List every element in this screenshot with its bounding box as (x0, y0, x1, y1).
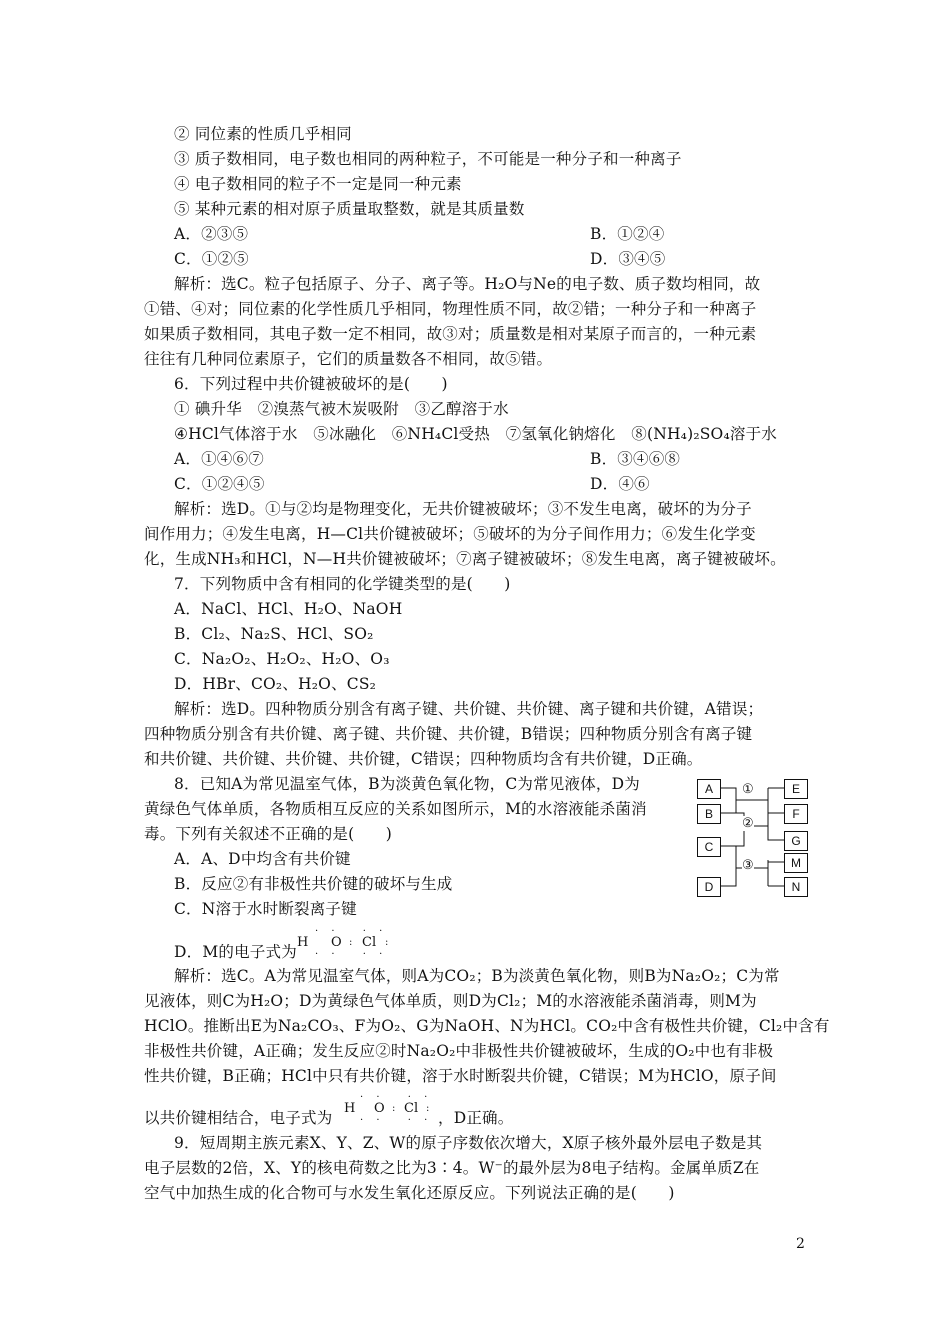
q5-option-b: B．①②④ (590, 225, 665, 243)
atom-h: H (297, 935, 309, 950)
diagram-box-e: E (784, 779, 808, 799)
q5-analysis-line: 解析：选C。粒子包括原子、分子、离子等。H₂O与Ne的电子数、质子数均相同，故 (174, 275, 761, 293)
q7-option-d: D．HBr、CO₂、H₂O、CS₂ (174, 675, 377, 693)
q7-analysis-line: 四种物质分别含有共价键、离子键、共价键、共价键，B错误；四种物质分别含有离子键 (144, 725, 753, 743)
diagram-box-b: B (697, 804, 721, 824)
q7-stem: 7．下列物质中含有相同的化学键类型的是( ) (174, 575, 511, 593)
q6-option-d: D．④⑥ (590, 475, 650, 493)
electron-dots-mid: : (392, 1103, 401, 1114)
statement-3: ③ 质子数相同，电子数也相同的两种粒子，不可能是一种分子和一种离子 (174, 150, 682, 168)
reaction-label-3: ③ (742, 858, 754, 873)
q8-analysis-line: HClO。推断出E为Na₂CO₃、F为O₂、G为NaOH、N为HCl。CO₂中含有极性共价键，Cl₂中含有 (144, 1017, 830, 1035)
q8-option-c: C．N溶于水时断裂离子键 (174, 900, 357, 918)
q8-stem-line: 毒。下列有关叙述不正确的是( ) (144, 825, 392, 843)
atom-o: O (331, 935, 342, 950)
q5-analysis-line: 如果质子数相同，其电子数一定不相同，故③对；质量数是相对某原子而言的，一种元素 (144, 325, 757, 343)
q8-analysis-end-pre: 以共价键相结合，电子式为 (144, 1109, 333, 1127)
q8-analysis-line: 解析：选C。A为常见温室气体，则A为CO₂；B为淡黄色氧化物，则B为Na₂O₂；C为常 (174, 967, 780, 985)
q6-option-a: A．①④⑥⑦ (174, 450, 264, 468)
q6-items-2: ④HCl气体溶于水 ⑤冰融化 ⑥NH₄Cl受热 ⑦氢氧化钠熔化 ⑧(NH₄)₂SO₄溶于水 (174, 425, 777, 443)
q5-analysis-line: 往往有几种同位素原子，它们的质量数各不相同，故⑤错。 (144, 350, 553, 368)
q8-analysis-line: 性共价键，B正确；HCl中只有共价键，溶于水时断裂共价键，C错误；M为HClO，原子间 (144, 1067, 777, 1085)
q8-option-b: B．反应②有非极性共价键的破坏与生成 (174, 875, 453, 893)
electron-dots-right: : (385, 937, 394, 948)
electron-dots-top: · · · · (315, 926, 388, 937)
electron-dots-top: · · · · (360, 1092, 433, 1103)
electron-dots-mid: : (349, 937, 358, 948)
electron-dots-right: : (426, 1103, 435, 1114)
atom-h: H (344, 1101, 356, 1116)
diagram-box-c: C (697, 837, 721, 857)
atom-o: O (374, 1101, 385, 1116)
q9-stem-line: 电子层数的2倍，X、Y的核电荷数之比为3∶4。W⁻的最外层为8电子结构。金属单质Z在 (144, 1159, 760, 1177)
q7-analysis-line: 和共价键、共价键、共价键、共价键，C错误；四种物质均含有共价键，D正确。 (144, 750, 703, 768)
q5-option-d: D．③④⑤ (590, 250, 666, 268)
page-number: 2 (796, 1236, 805, 1252)
q9-stem-line: 空气中加热生成的化合物可与水发生氧化还原反应。下列说法正确的是( ) (144, 1184, 675, 1202)
q8-option-d: D．M的电子式为 (174, 943, 297, 961)
q8-analysis-line: 非极性共价键，A正确；发生反应②时Na₂O₂中非极性共价键被破坏，生成的O₂中也有非极 (144, 1042, 774, 1060)
q6-stem: 6．下列过程中共价键被破坏的是( ) (174, 375, 448, 393)
diagram-box-f: F (784, 804, 808, 824)
q6-option-b: B．③④⑥⑧ (590, 450, 681, 468)
q5-option-c: C．①②⑤ (174, 250, 249, 268)
q7-option-a: A．NaCl、HCl、H₂O、NaOH (174, 600, 403, 618)
atom-cl: Cl (362, 935, 377, 950)
electron-dots-bottom: · · · · (315, 949, 388, 960)
electron-formula-hocl (289, 926, 399, 966)
diagram-box-n: N (784, 877, 808, 897)
q8-option-a: A．A、D中均含有共价键 (174, 850, 351, 868)
q7-analysis-line: 解析：选D。四种物质分别含有离子键、共价键、共价键、离子键和共价键，A错误； (174, 700, 764, 718)
reaction-label-1: ① (742, 782, 754, 797)
q9-stem-line: 9．短周期主族元素X、Y、Z、W的原子序数依次增大，X原子核外最外层电子数是其 (174, 1134, 763, 1152)
diagram-box-g: G (784, 831, 808, 851)
reaction-diagram (696, 778, 811, 898)
q8-stem-line: 8．已知A为常见温室气体，B为淡黄色氧化物，C为常见液体，D为 (174, 775, 640, 793)
q6-analysis-line: 化，生成NH₃和HCl，N—H共价键被破坏；⑦离子键被破坏；⑧发生电离，离子键被破坏。 (144, 550, 786, 568)
q7-option-c: C．Na₂O₂、H₂O₂、H₂O、O₃ (174, 650, 390, 668)
q7-option-b: B．Cl₂、Na₂S、HCl、SO₂ (174, 625, 374, 643)
q5-analysis-line: ①错、④对；同位素的化学性质几乎相同，物理性质不同，故②错；一种分子和一种离子 (144, 300, 757, 318)
statement-4: ④ 电子数相同的粒子不一定是同一种元素 (174, 175, 462, 193)
reaction-label-2: ② (742, 816, 754, 831)
electron-formula-hclo (344, 1092, 436, 1132)
q6-analysis-line: 间作用力；④发生电离，H—Cl共价键被破坏；⑤破坏的为分子间作用力；⑥发生化学变 (144, 525, 756, 543)
q6-items-1: ① 碘升华 ②溴蒸气被木炭吸附 ③乙醇溶于水 (174, 400, 509, 418)
electron-dots-bottom: · · · · (360, 1115, 433, 1126)
atom-cl: Cl (404, 1101, 419, 1116)
diagram-box-d: D (697, 877, 721, 897)
q8-stem-line: 黄绿色气体单质，各物质相互反应的关系如图所示，M的水溶液能杀菌消 (144, 800, 647, 818)
q8-analysis-end-post: ，D正确。 (438, 1109, 514, 1127)
q8-analysis-line: 见液体，则C为H₂O；D为黄绿色气体单质，则D为Cl₂；M的水溶液能杀菌消毒，则M为 (144, 992, 757, 1010)
q5-option-a: A．②③⑤ (174, 225, 249, 243)
diagram-box-m: M (784, 853, 808, 873)
q6-option-c: C．①②④⑤ (174, 475, 265, 493)
statement-5: ⑤ 某种元素的相对原子质量取整数，就是其质量数 (174, 200, 525, 218)
statement-2: ② 同位素的性质几乎相同 (174, 125, 352, 143)
q6-analysis-line: 解析：选D。①与②均是物理变化，无共价键被破坏；③不发生电离，破坏的为分子 (174, 500, 752, 518)
diagram-box-a: A (697, 779, 721, 799)
